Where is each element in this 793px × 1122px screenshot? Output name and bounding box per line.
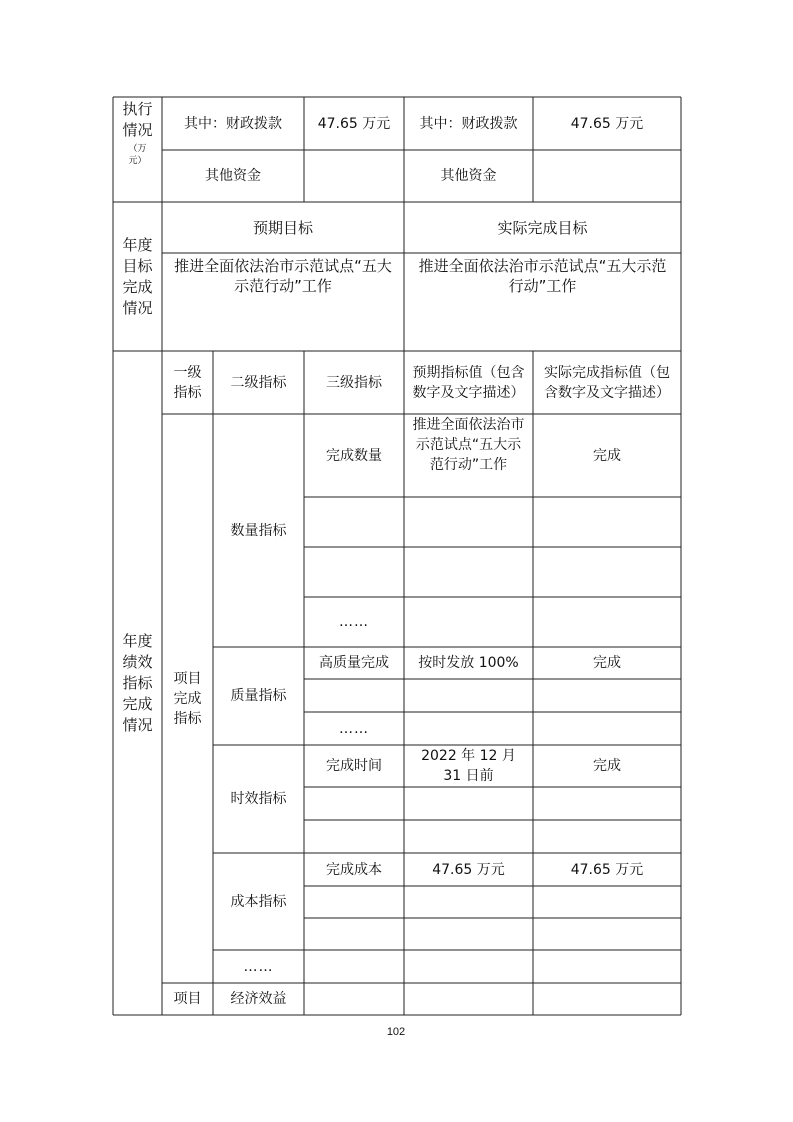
fiscal-value-actual: 47.65 万元 [570,115,644,132]
annual-goal-label-2: 目标 [122,256,153,275]
exec-label [113,97,162,202]
economic-benefit-label: 经济效益 [230,991,287,1007]
quantity-ellipsis: …… [339,614,369,630]
quality-ellipsis: …… [339,720,369,737]
timeliness-row1-actual: 完成 [593,758,621,774]
perf-label-5: 情况 [122,715,153,734]
header-actual-value: 实际完成指标值（包含数字及文字描述） [544,364,670,401]
quantity-row1-name: 完成数量 [326,447,382,464]
actual-goal-text: 推进全面依法治市示范试点“五大示范行动”工作 [418,257,667,295]
perf-label-4: 完成 [122,694,153,713]
cost-row1-planned: 47.65 万元 [432,861,505,878]
perf-label-2: 绩效 [122,652,153,671]
planned-goal-text: 推进全面依法治市示范试点“五大示范行动”工作 [174,257,392,295]
exec-unit-line2: 元） [128,156,147,166]
other-funds-label-planned: 其他资金 [205,168,261,184]
fiscal-value-planned: 47.65 万元 [317,115,391,132]
annual-goal-label-3: 完成 [122,277,153,296]
quantity-indicator-label: 数量指标 [230,522,287,539]
cost-indicator-label: 成本指标 [230,893,287,910]
perf-label-3: 指标 [122,673,153,692]
project-label: 项目 [173,991,202,1007]
header-level3: 三级指标 [326,374,382,391]
fiscal-label-planned: 其中：财政拨款 [184,115,282,132]
level2-ellipsis: …… [243,958,274,975]
exec-unit-line1: （万 [128,144,147,154]
annual-goal-label-1: 年度 [122,235,153,254]
exec-label-line1: 执行 [122,100,153,118]
page-number: 102 [386,1026,406,1038]
fiscal-label-actual: 其中：财政拨款 [419,115,518,132]
annual-goal-label-4: 情况 [122,298,153,317]
header-planned-value: 预期指标值（包含数字及文字描述） [412,364,525,401]
perf-label [113,351,162,1015]
quality-row1-actual: 完成 [593,655,621,671]
header-level1: 一级指标 [173,364,202,401]
quality-row1-planned: 按时发放 100% [418,655,519,671]
timeliness-row1-name: 完成时间 [326,758,382,774]
cost-row1-actual: 47.65 万元 [570,861,644,878]
cost-row1-name: 完成成本 [326,861,382,878]
quantity-row1-planned: 推进全面依法治市示范试点“五大示范行动”工作 [412,417,525,473]
exec-label-line2: 情况 [122,121,153,139]
perf-label-1: 年度 [122,631,153,650]
project-completion-label: 项目完成指标 [173,670,202,727]
quality-row1-name: 高质量完成 [319,655,389,671]
planned-goal-header: 预期目标 [252,218,313,237]
header-level2: 二级指标 [230,374,287,391]
quality-indicator-label: 质量指标 [230,688,287,704]
other-funds-label-actual: 其他资金 [440,168,497,184]
timeliness-indicator-label: 时效指标 [230,791,287,807]
annual-goal-label [113,202,162,351]
actual-goal-header: 实际完成目标 [497,218,588,237]
quantity-row1-actual: 完成 [593,447,621,464]
timeliness-row1-planned: 2022 年 12 月 31 日前 [421,748,516,784]
